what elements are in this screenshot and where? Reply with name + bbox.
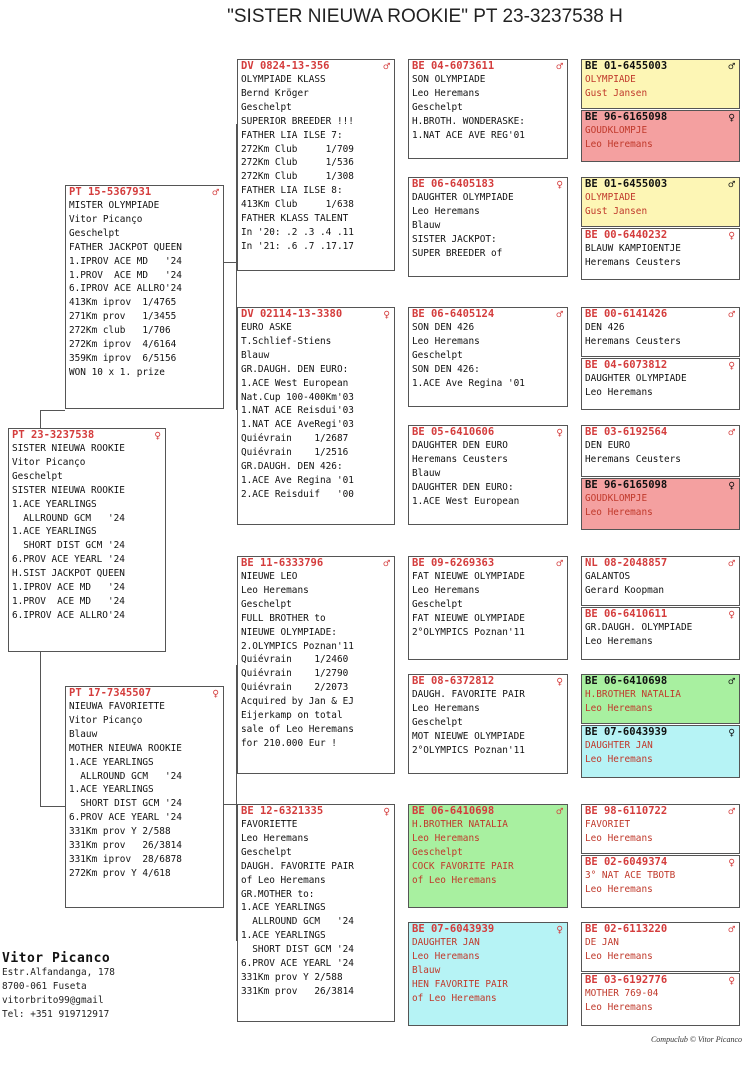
info-line: Vitor Picanço xyxy=(69,213,143,225)
pigeon-card-gen2 xyxy=(237,307,395,525)
info-line: 1.ACE West European xyxy=(412,495,520,507)
info-line: BLAUW KAMPIOENTJE xyxy=(585,243,681,254)
female-icon: ♀ xyxy=(728,229,735,242)
info-line: 1.ACE YEARLINGS xyxy=(12,526,97,538)
info-line: NIEUWE LEO xyxy=(241,571,298,582)
pigeon-card-gen3 xyxy=(408,674,568,774)
info-line: ALLROUND GCM '24 xyxy=(69,770,182,782)
info-line: H.SIST JACKPOT QUEEN xyxy=(12,568,125,580)
female-icon: ♀ xyxy=(383,308,390,321)
info-line: Gust Jansen xyxy=(585,205,648,217)
info-line: Blauw xyxy=(412,219,441,231)
footer-credit: Compuclub © Vitor Picanco xyxy=(650,1035,742,1044)
pigeon-card-gen3 xyxy=(408,804,568,908)
pigeon-card-gen4 xyxy=(581,607,740,660)
info-line: SISTER JACKPOT: xyxy=(412,233,497,245)
info-line: Bernd Kröger xyxy=(241,87,309,99)
female-icon: ♀ xyxy=(556,426,563,439)
info-line: GR.DAUGH. DEN EURO: xyxy=(241,363,349,375)
info-line: Geschelpt xyxy=(69,227,120,239)
info-line: Quiévrain 1/2516 xyxy=(241,447,349,459)
info-line: Heremans Ceusters xyxy=(585,335,681,347)
info-line: 272Km iprov 4/6164 xyxy=(69,339,177,351)
info-line: WON 10 x 1. prize xyxy=(69,366,165,378)
owner-email: vitorbrito99@gmail xyxy=(2,995,104,1006)
info-line: Gust Jansen xyxy=(585,87,648,99)
female-icon: ♀ xyxy=(556,923,563,936)
info-line: 6.PROV ACE YEARL '24 xyxy=(69,812,182,824)
info-line: In '21: .6 .7 .17.17 xyxy=(241,240,354,252)
info-line: 1.IPROV ACE MD '24 xyxy=(69,255,182,267)
info-line: SISTER NIEUWA ROOKIE xyxy=(12,443,125,454)
info-line: 272Km Club 1/308 xyxy=(241,171,354,183)
info-line: Leo Heremans xyxy=(585,1001,653,1013)
ring-number: BE 01-6455003 xyxy=(585,178,668,190)
info-line: 1.IPROV ACE MD '24 xyxy=(12,582,125,594)
info-line: Geschelpt xyxy=(412,846,463,858)
info-line: of Leo Heremans xyxy=(412,874,497,886)
info-line: DEN 426 xyxy=(585,322,625,333)
info-line: Geschelpt xyxy=(241,846,292,858)
info-line: NIEUWE OLYMPIADE: xyxy=(241,626,337,638)
info-line: 2°OLYMPICS Poznan'11 xyxy=(412,626,525,638)
info-line: Leo Heremans xyxy=(412,702,480,714)
info-line: ALLROUND GCM '24 xyxy=(241,916,354,928)
info-line: 413Km iprov 1/4765 xyxy=(69,297,177,309)
female-icon: ♀ xyxy=(728,359,735,372)
pigeon-card-gen3 xyxy=(408,556,568,660)
ring-number: BE 12-6321335 xyxy=(241,805,324,817)
female-icon: ♀ xyxy=(212,687,219,700)
info-line: 2.ACE Reisduif '00 xyxy=(241,488,354,500)
info-line: Eijerkamp on total xyxy=(241,710,343,722)
info-line: Heremans Ceusters xyxy=(412,453,508,465)
info-line: 1.ACE Ave Regina '01 xyxy=(412,377,525,389)
info-line: 1.PROV ACE MD '24 xyxy=(69,269,182,281)
info-line: MOTHER 769-04 xyxy=(585,988,659,999)
info-line: DAUGHTER DEN EURO xyxy=(412,440,508,451)
owner-info xyxy=(2,951,115,1022)
ring-number: BE 98-6110722 xyxy=(585,805,668,817)
info-line: 1.PROV ACE MD '24 xyxy=(12,595,125,607)
info-line: DAUGHTER OLYMPIADE xyxy=(412,192,514,203)
pigeon-card-sire xyxy=(65,185,224,409)
info-line: SISTER NIEUWA ROOKIE xyxy=(12,484,125,496)
info-line: SON DEN 426 xyxy=(412,322,475,333)
ring-number: BE 07-6043939 xyxy=(412,923,495,935)
ring-number: BE 06-6410698 xyxy=(412,805,495,817)
male-icon: ♂ xyxy=(383,60,390,73)
info-line: EURO ASKE xyxy=(241,322,292,333)
info-line: SHORT DIST GCM '24 xyxy=(241,944,354,956)
info-line: Blauw xyxy=(69,728,98,740)
info-line: Leo Heremans xyxy=(412,335,480,347)
connector-line xyxy=(224,804,236,805)
ring-number: BE 06-6405183 xyxy=(412,178,495,190)
info-line: Leo Heremans xyxy=(585,883,653,895)
pigeon-card-dam xyxy=(65,686,224,908)
info-line: 331Km prov 26/3814 xyxy=(241,985,354,997)
info-line: 331Km iprov 28/6878 xyxy=(69,853,182,865)
info-line: GR.MOTHER to: xyxy=(241,888,315,900)
info-line: DAUGH. FAVORITE PAIR xyxy=(241,860,354,872)
connector-line xyxy=(40,410,41,428)
info-line: 2°OLYMPICS Poznan'11 xyxy=(412,744,525,756)
ring-number: PT 23-3237538 xyxy=(12,429,95,441)
pigeon-card-gen3 xyxy=(408,922,568,1026)
info-line: 1.ACE YEARLINGS xyxy=(12,498,97,510)
ring-number: BE 07-6043939 xyxy=(585,726,668,738)
info-line: 3° NAT ACE TBOTB xyxy=(585,870,676,881)
info-line: FAVORIETTE xyxy=(241,819,298,830)
ring-number: BE 09-6269363 xyxy=(412,557,495,569)
female-icon: ♀ xyxy=(728,856,735,869)
info-line: Leo Heremans xyxy=(585,753,653,765)
pigeon-card-gen4 xyxy=(581,478,740,530)
owner-address-line: Estr.Alfandanga, 178 xyxy=(2,967,115,978)
ring-number: BE 00-6440232 xyxy=(585,229,668,241)
info-line: Geschelpt xyxy=(412,716,463,728)
info-line: Leo Heremans xyxy=(412,584,480,596)
info-line: Vitor Picanço xyxy=(12,456,86,468)
info-line: Leo Heremans xyxy=(412,205,480,217)
info-line: 413Km Club 1/638 xyxy=(241,199,354,211)
info-line: Geschelpt xyxy=(241,598,292,610)
ring-number: BE 02-6113220 xyxy=(585,923,668,935)
info-line: Leo Heremans xyxy=(585,950,653,962)
ring-number: BE 00-6141426 xyxy=(585,308,668,320)
info-line: MISTER OLYMPIADE xyxy=(69,200,160,211)
pigeon-card-gen4 xyxy=(581,804,740,854)
male-icon: ♂ xyxy=(728,923,735,936)
info-line: DAUGHTER DEN EURO: xyxy=(412,481,514,493)
info-line: Quiévrain 2/2073 xyxy=(241,682,349,694)
info-line: of Leo Heremans xyxy=(241,874,326,886)
info-line: FATHER LIA ILSE 7: xyxy=(241,129,343,141)
female-icon: ♀ xyxy=(728,479,735,492)
male-icon: ♂ xyxy=(556,308,563,321)
info-line: 6.PROV ACE YEARL '24 xyxy=(12,554,125,566)
pigeon-card-gen2 xyxy=(237,804,395,1022)
female-icon: ♀ xyxy=(556,178,563,191)
info-line: 272Km Club 1/536 xyxy=(241,157,354,169)
info-line: Quiévrain 1/2790 xyxy=(241,668,349,680)
female-icon: ♀ xyxy=(556,675,563,688)
ring-number: BE 06-6405124 xyxy=(412,308,495,320)
info-line: SUPERIOR BREEDER !!! xyxy=(241,115,354,127)
male-icon: ♂ xyxy=(728,805,735,818)
info-line: sale of Leo Heremans xyxy=(241,723,354,735)
info-line: 272Km prov Y 4/618 xyxy=(69,867,171,879)
info-line: SHORT DIST GCM '24 xyxy=(69,798,182,810)
pigeon-card-gen3 xyxy=(408,59,568,159)
info-line: COCK FAVORITE PAIR xyxy=(412,860,514,872)
info-line: GOUDKLOMPJE xyxy=(585,493,648,504)
info-line: 1.NAT ACE Reisdui'03 xyxy=(241,405,354,417)
ring-number: PT 15-5367931 xyxy=(69,186,152,198)
info-line: DAUGHTER OLYMPIADE xyxy=(585,373,687,384)
info-line: 359Km iprov 6/5156 xyxy=(69,352,177,364)
info-line: Heremans Ceusters xyxy=(585,453,681,465)
info-line: FATHER KLASS TALENT xyxy=(241,213,349,225)
info-line: FAT NIEUWE OLYMPIADE xyxy=(412,571,525,582)
info-line: 1.ACE YEARLINGS xyxy=(241,930,326,942)
info-line: MOT NIEUWE OLYMPIADE xyxy=(412,730,525,742)
info-line: Leo Heremans xyxy=(412,87,480,99)
info-line: 1.NAT ACE AveRegi'03 xyxy=(241,419,354,431)
pigeon-card-gen4 xyxy=(581,358,740,410)
male-icon: ♂ xyxy=(728,178,735,191)
pigeon-card-gen3 xyxy=(408,425,568,525)
info-line: 272Km Club 1/709 xyxy=(241,143,354,155)
pigeon-card-gen2 xyxy=(237,556,395,774)
info-line: Leo Heremans xyxy=(585,832,653,844)
info-line: 271Km prov 1/3455 xyxy=(69,311,177,323)
info-line: Nat.Cup 100-400Km'03 xyxy=(241,391,354,403)
info-line: Leo Heremans xyxy=(412,950,480,962)
info-line: Vitor Picanço xyxy=(69,714,143,726)
info-line: DE JAN xyxy=(585,937,619,948)
ring-number: BE 96-6165098 xyxy=(585,111,668,123)
info-line: Quiévrain 1/2687 xyxy=(241,433,349,445)
pigeon-card-gen4 xyxy=(581,922,740,972)
ring-number: BE 08-6372812 xyxy=(412,675,495,687)
info-line: 6.IPROV ACE ALLRO'24 xyxy=(12,609,125,621)
female-icon: ♀ xyxy=(383,805,390,818)
info-line: 331Km prov Y 2/588 xyxy=(241,971,343,983)
info-line: GR.DAUGH. OLYMPIADE xyxy=(585,622,693,633)
info-line: 1.ACE YEARLINGS xyxy=(241,902,326,914)
info-line: 6.IPROV ACE ALLRO'24 xyxy=(69,283,182,295)
pigeon-card-gen4 xyxy=(581,110,740,162)
male-icon: ♂ xyxy=(728,426,735,439)
info-line: 331Km prov 26/3814 xyxy=(69,840,182,852)
info-line: 1.ACE West European xyxy=(241,377,349,389)
pigeon-card-gen4 xyxy=(581,973,740,1026)
info-line: GALANTOS xyxy=(585,571,631,582)
pigeon-card-subject xyxy=(8,428,166,652)
ring-number: BE 01-6455003 xyxy=(585,60,668,72)
pigeon-card-gen4 xyxy=(581,59,740,109)
info-line: NIEUWA FAVORIETTE xyxy=(69,701,165,712)
female-icon: ♀ xyxy=(154,429,161,442)
pigeon-card-gen4 xyxy=(581,674,740,724)
female-icon: ♀ xyxy=(728,608,735,621)
connector-line xyxy=(40,652,41,807)
male-icon: ♂ xyxy=(728,308,735,321)
owner-address-line: 8700-061 Fuseta xyxy=(2,981,87,992)
info-line: 1.ACE Ave Regina '01 xyxy=(241,474,354,486)
info-line: Geschelpt xyxy=(12,470,63,482)
connector-line xyxy=(224,262,236,263)
connector-line xyxy=(40,806,65,807)
info-line: 331Km prov Y 2/588 xyxy=(69,826,171,838)
info-line: Acquired by Jan & EJ xyxy=(241,696,354,708)
pigeon-card-gen4 xyxy=(581,228,740,280)
info-line: Blauw xyxy=(412,964,441,976)
info-line: DEN EURO xyxy=(585,440,631,451)
info-line: Geschelpt xyxy=(412,598,463,610)
pigeon-card-gen4 xyxy=(581,177,740,227)
info-line: 272Km club 1/706 xyxy=(69,325,171,337)
pigeon-card-gen4 xyxy=(581,725,740,778)
info-line: OLYMPIADE xyxy=(585,74,636,85)
info-line: Geschelpt xyxy=(412,101,463,113)
info-line: SON OLYMPIADE xyxy=(412,74,486,85)
info-line: FATHER JACKPOT QUEEN xyxy=(69,241,182,253)
pigeon-card-gen3 xyxy=(408,177,568,277)
info-line: FULL BROTHER to xyxy=(241,612,326,624)
info-line: Leo Heremans xyxy=(585,702,653,714)
info-line: SUPER BREEDER of xyxy=(412,247,503,259)
info-line: DAUGHTER JAN xyxy=(585,740,653,751)
male-icon: ♂ xyxy=(212,186,219,199)
owner-name: Vitor Picanco xyxy=(2,951,111,966)
info-line: Blauw xyxy=(241,349,270,361)
owner-phone: Tel: +351 919712917 xyxy=(2,1009,110,1020)
info-line: H.BROTHER NATALIA xyxy=(585,689,681,700)
info-line: GOUDKLOMPJE xyxy=(585,125,648,136)
ring-number: BE 03-6192776 xyxy=(585,974,668,986)
info-line: 2.OLYMPICS Poznan'11 xyxy=(241,640,354,652)
info-line: SON DEN 426: xyxy=(412,363,480,375)
info-line: DAUGHTER JAN xyxy=(412,937,480,948)
info-line: 1.NAT ACE AVE REG'01 xyxy=(412,129,525,141)
info-line: OLYMPIADE xyxy=(585,192,636,203)
pigeon-card-gen4 xyxy=(581,556,740,606)
info-line: 1.ACE YEARLINGS xyxy=(69,784,154,796)
info-line: Quiévrain 1/2460 xyxy=(241,654,349,666)
ring-number: BE 06-6410611 xyxy=(585,608,668,620)
info-line: GR.DAUGH. DEN 426: xyxy=(241,461,343,473)
info-line: Leo Heremans xyxy=(585,138,653,150)
info-line: Leo Heremans xyxy=(412,832,480,844)
male-icon: ♂ xyxy=(383,557,390,570)
info-line: for 210.000 Eur ! xyxy=(241,737,337,749)
info-line: FAT NIEUWE OLYMPIADE xyxy=(412,612,525,624)
ring-number: DV 0824-13-356 xyxy=(241,60,330,72)
female-icon: ♀ xyxy=(728,111,735,124)
info-line: Heremans Ceusters xyxy=(585,256,681,268)
info-line: Leo Heremans xyxy=(241,584,309,596)
connector-line xyxy=(40,410,65,411)
info-line: FAVORIET xyxy=(585,819,631,830)
info-line: Leo Heremans xyxy=(585,506,653,518)
ring-number: BE 05-6410606 xyxy=(412,426,495,438)
info-line: In '20: .2 .3 .4 .11 xyxy=(241,226,354,238)
info-line: Geschelpt xyxy=(412,349,463,361)
ring-number: BE 04-6073812 xyxy=(585,359,668,371)
info-line: Blauw xyxy=(412,467,441,479)
pigeon-card-gen4 xyxy=(581,307,740,357)
male-icon: ♂ xyxy=(556,805,563,818)
ring-number: NL 08-2048857 xyxy=(585,557,668,569)
info-line: 6.PROV ACE YEARL '24 xyxy=(241,958,354,970)
ring-number: BE 02-6049374 xyxy=(585,856,668,868)
info-line: Geschelpt xyxy=(241,101,292,113)
pigeon-card-gen3 xyxy=(408,307,568,407)
info-line: 1.ACE YEARLINGS xyxy=(69,756,154,768)
ring-number: BE 96-6165098 xyxy=(585,479,668,491)
pigeon-card-gen2 xyxy=(237,59,395,271)
male-icon: ♂ xyxy=(728,557,735,570)
male-icon: ♂ xyxy=(556,60,563,73)
female-icon: ♀ xyxy=(728,726,735,739)
male-icon: ♂ xyxy=(728,675,735,688)
male-icon: ♂ xyxy=(556,557,563,570)
info-line: H.BROTHER NATALIA xyxy=(412,819,508,830)
male-icon: ♂ xyxy=(728,60,735,73)
ring-number: PT 17-7345507 xyxy=(69,687,152,699)
female-icon: ♀ xyxy=(728,974,735,987)
info-line: Gerard Koopman xyxy=(585,584,665,596)
pigeon-card-gen4 xyxy=(581,855,740,908)
info-line: OLYMPIADE KLASS xyxy=(241,74,326,85)
info-line: Leo Heremans xyxy=(585,635,653,647)
info-line: MOTHER NIEUWA ROOKIE xyxy=(69,742,182,754)
info-line: FATHER LIA ILSE 8: xyxy=(241,185,343,197)
info-line: of Leo Heremans xyxy=(412,992,497,1004)
info-line: Leo Heremans xyxy=(585,386,653,398)
info-line: ALLROUND GCM '24 xyxy=(12,512,125,524)
ring-number: DV 02114-13-3380 xyxy=(241,308,343,320)
info-line: DAUGH. FAVORITE PAIR xyxy=(412,689,525,700)
ring-number: BE 03-6192564 xyxy=(585,426,668,438)
info-line: T.Schlief-Stiens xyxy=(241,335,332,347)
info-line: HEN FAVORITE PAIR xyxy=(412,978,508,990)
ring-number: BE 06-6410698 xyxy=(585,675,668,687)
ring-number: BE 11-6333796 xyxy=(241,557,324,569)
info-line: SHORT DIST GCM '24 xyxy=(12,540,125,552)
ring-number: BE 04-6073611 xyxy=(412,60,495,72)
info-line: Leo Heremans xyxy=(241,832,309,844)
info-line: H.BROTH. WONDERASKE: xyxy=(412,115,525,127)
page-title: "SISTER NIEUWA ROOKIE" PT 23-3237538 H xyxy=(227,6,623,27)
pigeon-card-gen4 xyxy=(581,425,740,477)
